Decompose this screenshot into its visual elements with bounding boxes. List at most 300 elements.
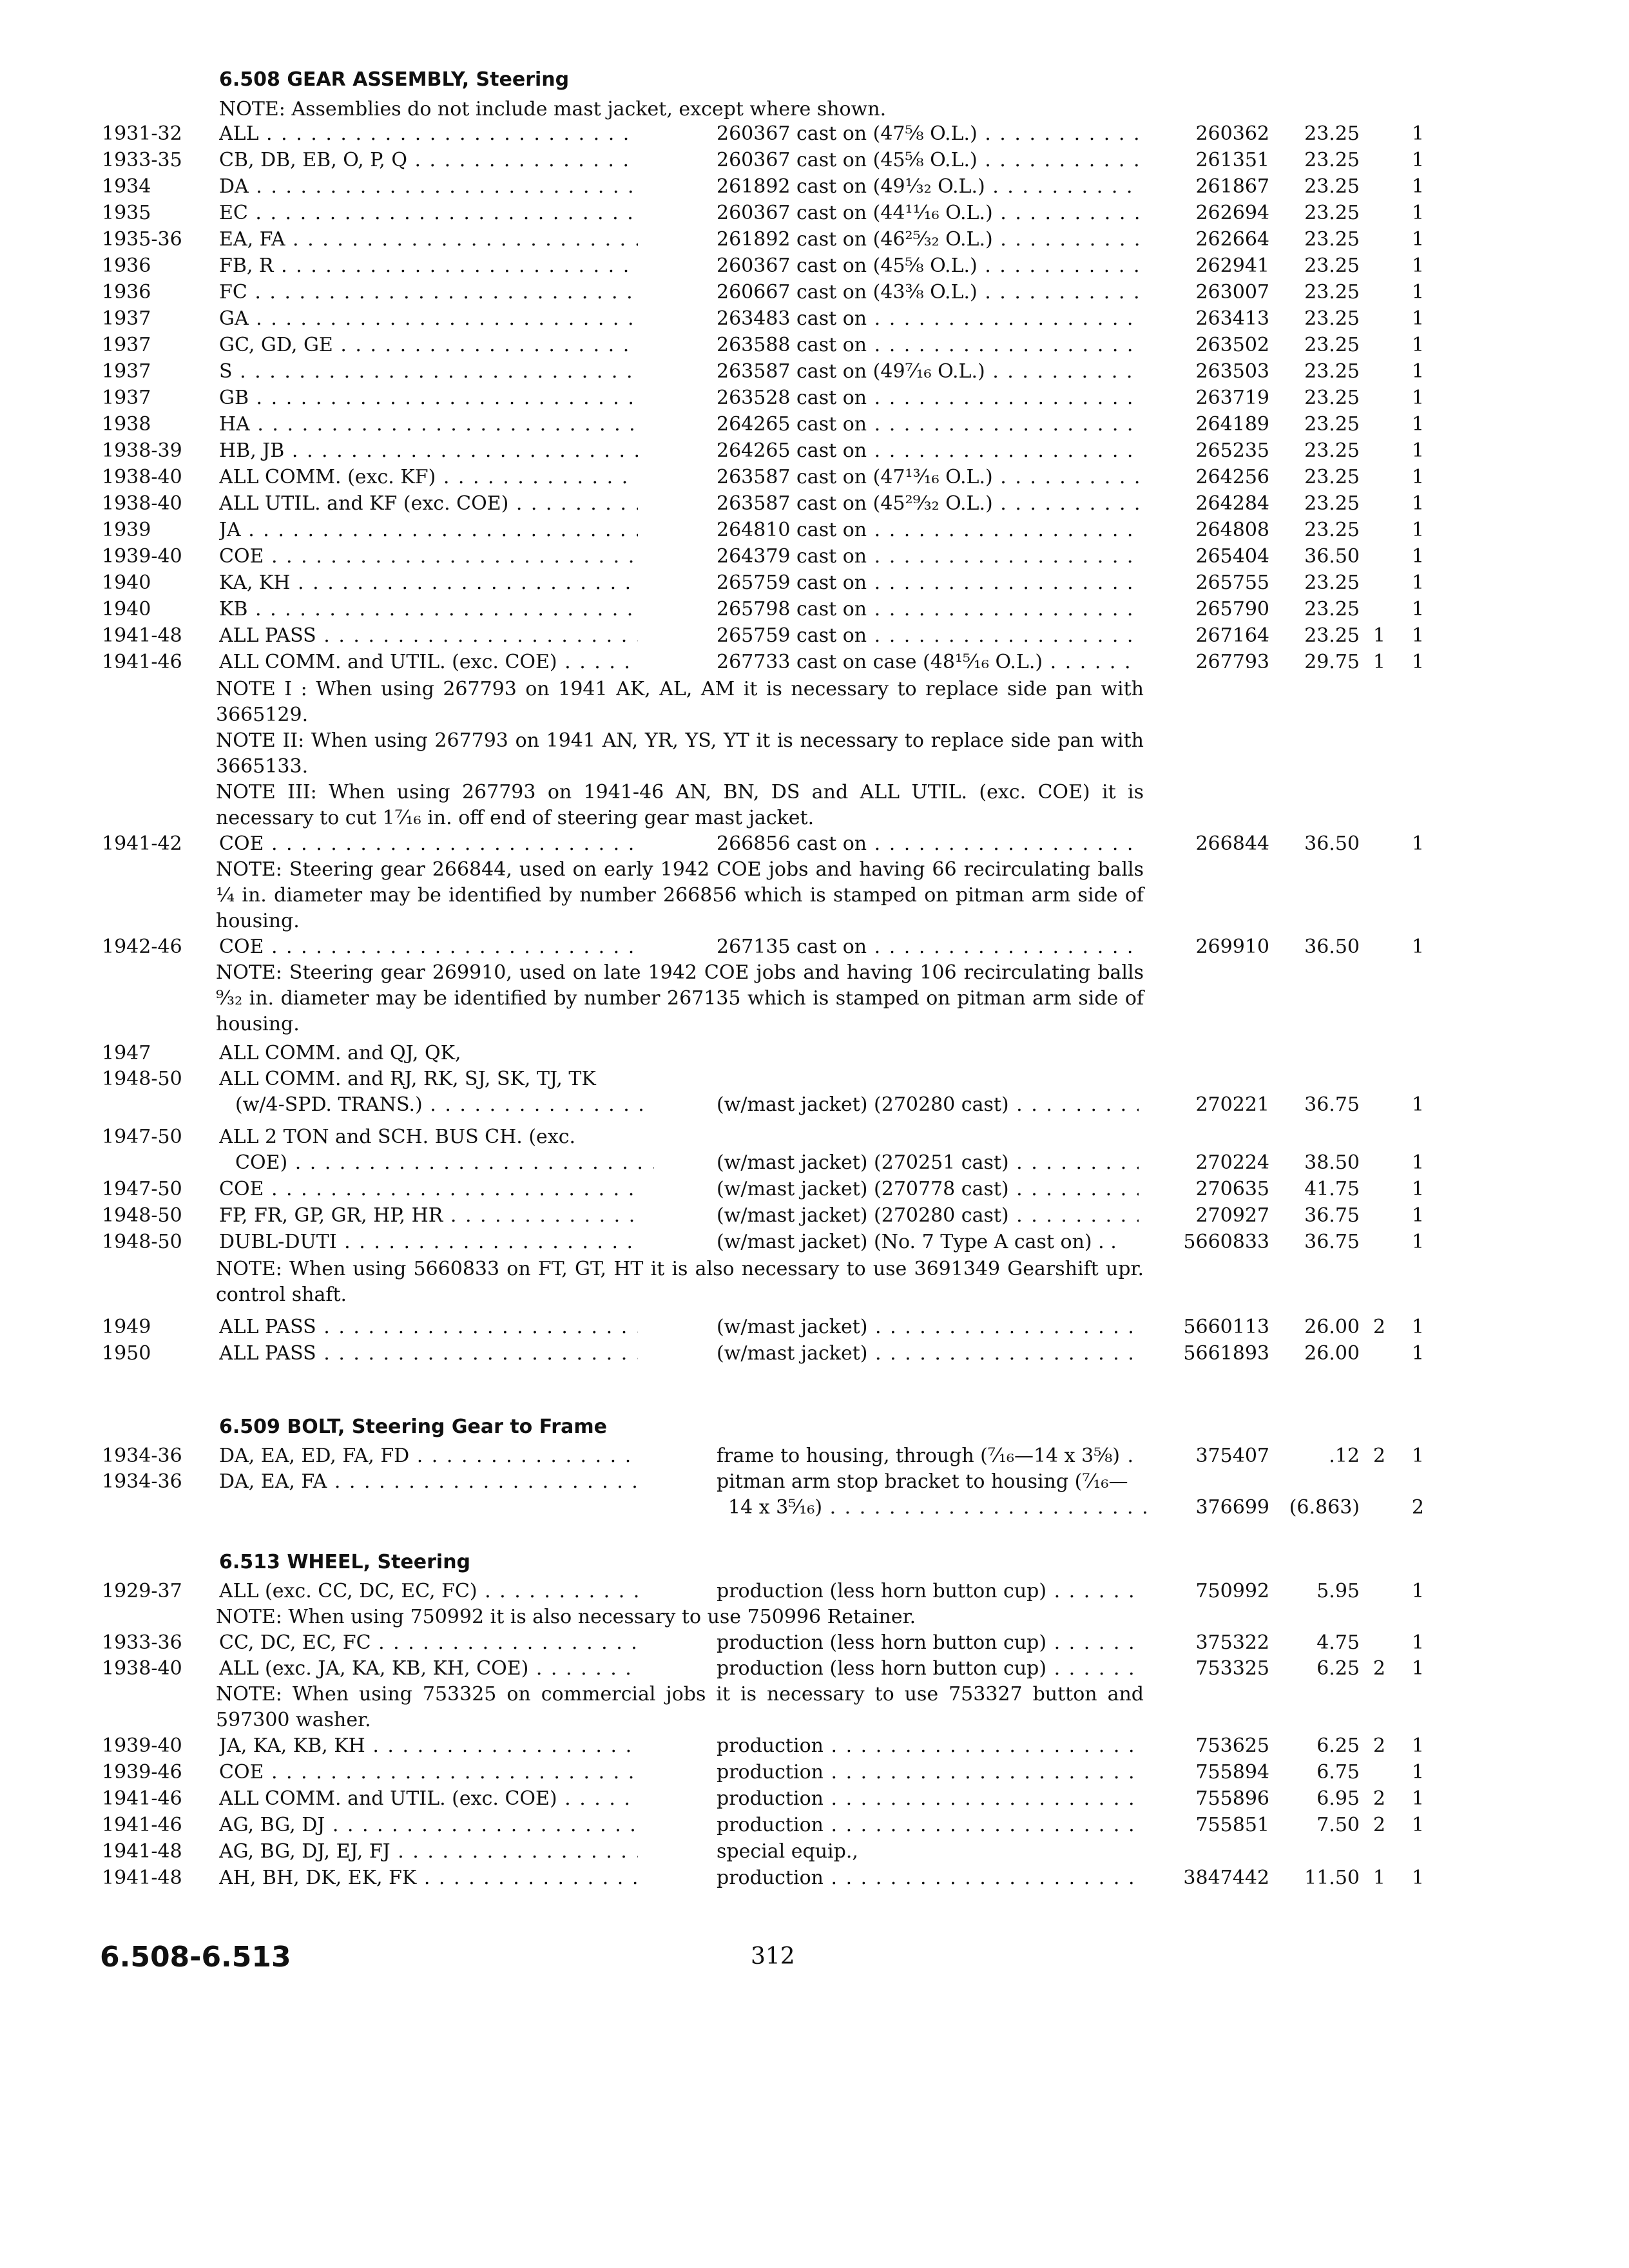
model-cell: AH, BH, DK, EK, FK . . .	[219, 1865, 638, 1891]
year-cell: 1941-46	[102, 1787, 182, 1810]
table-row	[0, 1579, 1629, 1604]
year-cell: 1935-36	[102, 228, 182, 251]
part-number-cell: 261351	[1195, 149, 1269, 171]
year-cell: 1941-42	[102, 832, 182, 855]
part-number-cell: 270221	[1195, 1093, 1269, 1116]
part-number-cell: 264284	[1195, 492, 1269, 515]
table-row	[0, 597, 1629, 622]
price-cell: 23.25	[1304, 255, 1360, 277]
quantity-cell: 1	[1411, 624, 1424, 647]
table-row	[0, 1760, 1629, 1785]
description-cell: 265798 cast on . . .	[717, 597, 1139, 622]
model-cell: EC . . .	[219, 200, 638, 226]
model-cell: FP, FR, GP, GR, HP, HR . . .	[219, 1203, 638, 1229]
table-row	[0, 1865, 1629, 1891]
year-cell: 1937	[102, 334, 151, 356]
part-number-cell: 270224	[1195, 1151, 1269, 1174]
note-line: NOTE: Steering gear 269910, used on late 1942 COE jobs and having 106 recirculating balls ⁹⁄₃₂ in. diameter may be identified by number 267135 which is stamped on pitman arm side of housing.	[216, 961, 1144, 1035]
table-row	[0, 280, 1629, 305]
description-cell: 260367 cast on (44¹¹⁄₁₆ O.L.) . . .	[717, 200, 1139, 226]
part-number-cell: 266844	[1195, 832, 1269, 855]
quantity-cell: 2	[1373, 1735, 1385, 1757]
model-cell: FC . . .	[219, 280, 638, 305]
year-cell: 1947	[102, 1042, 151, 1064]
note-line: NOTE: When using 753325 on commercial jobs it is necessary to use 753327 button and 597300 washer.	[216, 1683, 1144, 1731]
quantity-cell: 2	[1373, 1445, 1385, 1467]
description-cell: pitman arm stop bracket to housing (⁷⁄₁₆—	[717, 1470, 1128, 1493]
description-cell: production (less horn button cup) . . .	[717, 1630, 1139, 1656]
model-cell: COE . . .	[219, 544, 638, 570]
quantity-cell: 1	[1411, 307, 1424, 330]
price-cell: 23.25	[1304, 149, 1360, 171]
year-cell: 1941-46	[102, 1814, 182, 1836]
year-cell: 1934	[102, 175, 151, 198]
quantity-cell: 1	[1411, 1178, 1424, 1200]
table-row	[0, 174, 1629, 200]
description-cell: production (less horn button cup) . . .	[717, 1579, 1139, 1604]
part-number-cell: 261867	[1195, 175, 1269, 198]
table-row	[0, 1041, 1629, 1066]
description-cell: 263588 cast on . . .	[717, 332, 1139, 358]
year-cell: 1939-40	[102, 1735, 182, 1757]
model-cell: FB, R . . .	[219, 253, 638, 279]
year-cell: 1938-40	[102, 1657, 182, 1680]
year-cell: 1939	[102, 519, 151, 541]
part-number-cell: 267793	[1195, 651, 1269, 673]
price-cell: 23.25	[1304, 492, 1360, 515]
quantity-cell: 1	[1373, 624, 1385, 647]
description-cell: 264379 cast on . . .	[717, 544, 1139, 570]
price-cell: 23.25	[1304, 387, 1360, 409]
model-cell: KB . . .	[219, 597, 638, 622]
description-cell: production . . .	[717, 1865, 1139, 1891]
year-cell: 1934-36	[102, 1470, 182, 1493]
part-number-cell: 270635	[1195, 1178, 1269, 1200]
part-number-cell: 269910	[1195, 936, 1269, 958]
model-cell: ALL COMM. (exc. KF) . . .	[219, 465, 638, 490]
table-row	[0, 1150, 1629, 1176]
quantity-cell: 1	[1411, 1342, 1424, 1365]
quantity-cell: 1	[1411, 1735, 1424, 1757]
price-cell: 36.50	[1304, 936, 1360, 958]
part-number-cell: 5661893	[1183, 1342, 1269, 1365]
year-cell: 1938-40	[102, 466, 182, 488]
part-number-cell: 264808	[1195, 519, 1269, 541]
part-number-cell: 260362	[1195, 122, 1269, 145]
quantity-cell: 1	[1411, 149, 1424, 171]
description-cell: production (less horn button cup) . . .	[717, 1656, 1139, 1682]
year-cell: 1934-36	[102, 1445, 182, 1467]
note-line: NOTE: When using 5660833 on FT, GT, HT it is also necessary to use 3691349 Gearshift upr. control shaft.	[216, 1258, 1144, 1306]
year-cell: 1948-50	[102, 1231, 182, 1253]
year-cell: 1948-50	[102, 1068, 182, 1090]
price-cell: 29.75	[1304, 651, 1360, 673]
quantity-cell: 1	[1411, 492, 1424, 515]
description-cell: 263587 cast on (49⁷⁄₁₆ O.L.) . . .	[717, 359, 1139, 385]
table-row	[0, 1341, 1629, 1367]
table-row	[0, 1812, 1629, 1838]
year-cell: 1939-46	[102, 1761, 182, 1783]
price-cell: 36.75	[1304, 1093, 1360, 1116]
quantity-cell: 1	[1411, 1867, 1424, 1889]
note-line: NOTE I : When using 267793 on 1941 AK, AL, AM it is necessary to replace side pan with 3665129.	[216, 678, 1144, 726]
note-line: NOTE: When using 750992 it is also necessary to use 750996 Retainer.	[216, 1606, 916, 1628]
model-cell: ALL COMM. and UTIL. (exc. COE) . . .	[219, 649, 638, 675]
model-cell: ALL (exc. JA, KA, KB, KH, COE) . . .	[219, 1656, 638, 1682]
price-cell: 23.25	[1304, 413, 1360, 436]
model-cell: ALL PASS . . .	[219, 623, 638, 649]
section-range: 6.508-6.513	[100, 1941, 291, 1974]
quantity-cell: 1	[1411, 334, 1424, 356]
model-cell: S . . .	[219, 359, 638, 385]
price-cell: 36.50	[1304, 832, 1360, 855]
table-row	[0, 570, 1629, 596]
description-cell: (w/mast jacket) (270280 cast) . . .	[717, 1092, 1139, 1118]
quantity-cell: 1	[1373, 651, 1385, 673]
description-cell: frame to housing, through (⁷⁄₁₆—14 x 3⅝) . . .	[717, 1443, 1139, 1469]
model-cell: ALL PASS . . .	[219, 1341, 638, 1367]
quantity-cell: 1	[1411, 651, 1424, 673]
part-number-cell: 263502	[1195, 334, 1269, 356]
description-cell: 266856 cast on . . .	[717, 831, 1139, 857]
year-cell: 1941-48	[102, 624, 182, 647]
description-cell: production . . .	[717, 1733, 1139, 1759]
description-cell: 263483 cast on . . .	[717, 306, 1139, 332]
quantity-cell: 1	[1411, 255, 1424, 277]
price-cell: (6.863)	[1289, 1496, 1360, 1519]
description-cell: (w/mast jacket) (No. 7 Type A cast on) . .	[717, 1231, 1117, 1253]
quantity-cell: 1	[1411, 1204, 1424, 1227]
quantity-cell: 1	[1411, 228, 1424, 251]
table-row	[0, 1203, 1629, 1229]
note-line: NOTE III: When using 267793 on 1941-46 AN, BN, DS and ALL UTIL. (exc. COE) it is necessary to cut 1⁷⁄₁₆ in. off end of steering gear mast jacket.	[216, 781, 1144, 829]
model-cell: DUBL-DUTI . . .	[219, 1229, 638, 1255]
model-cell: HB, JB . . .	[219, 438, 638, 464]
table-row	[0, 1314, 1629, 1340]
year-cell: 1938	[102, 413, 151, 436]
part-number-cell: 376699	[1195, 1496, 1269, 1519]
quantity-cell: 1	[1411, 1787, 1424, 1810]
quantity-cell: 1	[1411, 122, 1424, 145]
price-cell: 26.00	[1304, 1342, 1360, 1365]
part-number-cell: 263719	[1195, 387, 1269, 409]
quantity-cell: 2	[1373, 1316, 1385, 1338]
price-cell: 6.25	[1316, 1735, 1360, 1757]
quantity-cell: 1	[1411, 519, 1424, 541]
price-cell: 23.25	[1304, 598, 1360, 620]
year-cell: 1941-46	[102, 651, 182, 673]
quantity-cell: 1	[1411, 572, 1424, 594]
description-cell: 260667 cast on (43⅜ O.L.) . . .	[717, 280, 1139, 305]
table-row	[0, 1495, 1629, 1521]
quantity-cell: 1	[1373, 1867, 1385, 1889]
price-cell: 26.00	[1304, 1316, 1360, 1338]
part-number-cell: 265404	[1195, 545, 1269, 568]
model-cell: HA . . .	[219, 412, 638, 437]
year-cell: 1947-50	[102, 1126, 182, 1148]
quantity-cell: 2	[1411, 1496, 1424, 1519]
model-cell: EA, FA . . .	[219, 227, 638, 253]
section-title: 6.513 WHEEL, Steering	[219, 1551, 471, 1573]
model-cell: ALL COMM. and UTIL. (exc. COE) . . .	[219, 1786, 638, 1812]
price-cell: 4.75	[1316, 1631, 1360, 1654]
quantity-cell: 1	[1411, 545, 1424, 568]
model-cell: AG, BG, DJ, EJ, FJ . . .	[219, 1839, 638, 1865]
price-cell: 23.25	[1304, 360, 1360, 383]
description-cell: (w/mast jacket) . . .	[717, 1341, 1139, 1367]
price-cell: 38.50	[1304, 1151, 1360, 1174]
part-number-cell: 755894	[1195, 1761, 1269, 1783]
description-cell: special equip.,	[717, 1840, 858, 1863]
table-row	[0, 491, 1629, 517]
quantity-cell: 1	[1411, 413, 1424, 436]
price-cell: .12	[1329, 1445, 1360, 1467]
quantity-cell: 1	[1411, 1316, 1424, 1338]
quantity-cell: 1	[1411, 1761, 1424, 1783]
year-cell: 1933-35	[102, 149, 182, 171]
table-row	[0, 200, 1629, 226]
part-number-cell: 264189	[1195, 413, 1269, 436]
quantity-cell: 1	[1411, 281, 1424, 303]
year-cell: 1937	[102, 387, 151, 409]
model-cell: CC, DC, EC, FC . . .	[219, 1630, 638, 1656]
price-cell: 11.50	[1304, 1867, 1360, 1889]
table-row	[0, 438, 1629, 464]
part-number-cell: 755851	[1195, 1814, 1269, 1836]
table-row	[0, 253, 1629, 279]
model-cell: COE . . .	[219, 1760, 638, 1785]
section-note: NOTE: Assemblies do not include mast jacket, except where shown.	[219, 98, 887, 120]
model-cell: CB, DB, EB, O, P, Q . . .	[219, 148, 638, 173]
part-number-cell: 750992	[1195, 1580, 1269, 1602]
model-cell: AG, BG, DJ . . .	[219, 1812, 638, 1838]
section-title: 6.509 BOLT, Steering Gear to Frame	[219, 1416, 607, 1438]
year-cell: 1949	[102, 1316, 151, 1338]
quantity-cell: 1	[1411, 1445, 1424, 1467]
quantity-cell: 1	[1411, 387, 1424, 409]
part-number-cell: 753625	[1195, 1735, 1269, 1757]
description-cell: 264265 cast on . . .	[717, 412, 1139, 437]
table-row	[0, 1469, 1629, 1495]
table-row	[0, 1443, 1629, 1469]
quantity-cell: 1	[1411, 175, 1424, 198]
model-cell: JA . . .	[219, 517, 638, 543]
quantity-cell: 2	[1373, 1657, 1385, 1680]
table-row	[0, 1656, 1629, 1682]
table-row	[0, 1066, 1629, 1092]
quantity-cell: 1	[1411, 1631, 1424, 1654]
description-cell: 267135 cast on . . .	[717, 934, 1139, 960]
table-row	[0, 385, 1629, 411]
page-number: 312	[751, 1943, 795, 1970]
table-row	[0, 1124, 1629, 1150]
part-number-cell: 263413	[1195, 307, 1269, 330]
quantity-cell: 1	[1411, 202, 1424, 224]
quantity-cell: 1	[1411, 1093, 1424, 1116]
year-cell: 1950	[102, 1342, 151, 1365]
table-row	[0, 332, 1629, 358]
model-cell: (w/4-SPD. TRANS.) . . .	[235, 1092, 654, 1118]
quantity-cell: 2	[1373, 1787, 1385, 1810]
model-cell: DA, EA, ED, FA, FD . . .	[219, 1443, 638, 1469]
model-cell: GA . . .	[219, 306, 638, 332]
table-row	[0, 227, 1629, 253]
year-cell: 1940	[102, 572, 151, 594]
description-cell: 263587 cast on (45²⁹⁄₃₂ O.L.) . . .	[717, 491, 1139, 517]
part-number-cell: 265755	[1195, 572, 1269, 594]
description-cell: 265759 cast on . . .	[717, 570, 1139, 596]
model-cell: JA, KA, KB, KH . . .	[219, 1733, 638, 1759]
year-cell: 1941-48	[102, 1840, 182, 1863]
table-row	[0, 623, 1629, 649]
table-row	[0, 1786, 1629, 1812]
price-cell: 6.95	[1316, 1787, 1360, 1810]
part-number-cell: 755896	[1195, 1787, 1269, 1810]
model-cell: COE . . .	[219, 934, 638, 960]
quantity-cell: 1	[1411, 1231, 1424, 1253]
description-cell: production . . .	[717, 1812, 1139, 1838]
model-cell: ALL COMM. and QJ, QK,	[219, 1042, 461, 1064]
part-number-cell: 265235	[1195, 439, 1269, 462]
quantity-cell: 1	[1411, 1580, 1424, 1602]
part-number-cell: 264256	[1195, 466, 1269, 488]
year-cell: 1936	[102, 281, 151, 303]
model-cell: ALL (exc. CC, DC, EC, FC) . . .	[219, 1579, 638, 1604]
price-cell: 23.25	[1304, 466, 1360, 488]
table-row	[0, 148, 1629, 173]
quantity-cell: 1	[1411, 598, 1424, 620]
table-row	[0, 1092, 1629, 1118]
price-cell: 23.25	[1304, 175, 1360, 198]
description-cell: production . . .	[717, 1786, 1139, 1812]
table-row	[0, 1839, 1629, 1865]
price-cell: 7.50	[1316, 1814, 1360, 1836]
part-number-cell: 262664	[1195, 228, 1269, 251]
model-cell: COE . . .	[219, 831, 638, 857]
part-number-cell: 263503	[1195, 360, 1269, 383]
description-cell: 260367 cast on (47⅝ O.L.) . . .	[717, 121, 1139, 147]
year-cell: 1947-50	[102, 1178, 182, 1200]
model-cell: GC, GD, GE . . .	[219, 332, 638, 358]
model-cell: ALL UTIL. and KF (exc. COE) . . .	[219, 491, 638, 517]
price-cell: 23.25	[1304, 281, 1360, 303]
price-cell: 23.25	[1304, 572, 1360, 594]
model-cell: COE) . . .	[235, 1150, 654, 1176]
description-cell: (w/mast jacket) (270280 cast) . . .	[717, 1203, 1139, 1229]
model-cell: KA, KH . . .	[219, 570, 638, 596]
description-cell: 264265 cast on . . .	[717, 438, 1139, 464]
year-cell: 1937	[102, 307, 151, 330]
table-row	[0, 359, 1629, 385]
price-cell: 23.25	[1304, 439, 1360, 462]
description-cell: production . . .	[717, 1760, 1139, 1785]
part-number-cell: 263007	[1195, 281, 1269, 303]
quantity-cell: 1	[1411, 1814, 1424, 1836]
description-cell: 264810 cast on . . .	[717, 517, 1139, 543]
part-number-cell: 5660113	[1183, 1316, 1269, 1338]
description-cell: 263587 cast on (47¹³⁄₁₆ O.L.) . . .	[717, 465, 1139, 490]
price-cell: 6.25	[1316, 1657, 1360, 1680]
year-cell: 1938-39	[102, 439, 182, 462]
price-cell: 5.95	[1316, 1580, 1360, 1602]
part-number-cell: 262694	[1195, 202, 1269, 224]
part-number-cell: 375322	[1195, 1631, 1269, 1654]
description-cell: 265759 cast on . . .	[717, 623, 1139, 649]
table-row	[0, 412, 1629, 437]
part-number-cell: 5660833	[1183, 1231, 1269, 1253]
year-cell: 1931-32	[102, 122, 182, 145]
price-cell: 23.25	[1304, 519, 1360, 541]
note-line: NOTE: Steering gear 266844, used on early 1942 COE jobs and having 66 recirculating balls ¼ in. diameter may be identified by number 266856 which is stamped on pitman arm side of housing.	[216, 858, 1144, 932]
year-cell: 1942-46	[102, 936, 182, 958]
year-cell: 1941-48	[102, 1867, 182, 1889]
table-row	[0, 1733, 1629, 1759]
table-row	[0, 544, 1629, 570]
table-row	[0, 306, 1629, 332]
price-cell: 23.25	[1304, 624, 1360, 647]
description-cell: (w/mast jacket) (270251 cast) . . .	[717, 1150, 1139, 1176]
description-cell: 260367 cast on (45⅝ O.L.) . . .	[717, 253, 1139, 279]
description-cell: (w/mast jacket) (270778 cast) . . .	[717, 1177, 1139, 1202]
model-cell: GB . . .	[219, 385, 638, 411]
price-cell: 23.25	[1304, 334, 1360, 356]
description-cell: 261892 cast on (49¹⁄₃₂ O.L.) . . .	[717, 174, 1139, 200]
year-cell: 1948-50	[102, 1204, 182, 1227]
year-cell: 1939-40	[102, 545, 182, 568]
year-cell: 1935	[102, 202, 151, 224]
model-cell: DA . . .	[219, 174, 638, 200]
note-line: NOTE II: When using 267793 on 1941 AN, YR, YS, YT it is necessary to replace side pan with 3665133.	[216, 729, 1144, 778]
year-cell: 1938-40	[102, 492, 182, 515]
quantity-cell: 2	[1373, 1814, 1385, 1836]
price-cell: 23.25	[1304, 122, 1360, 145]
year-cell: 1929-37	[102, 1580, 182, 1602]
model-cell: DA, EA, FA . . .	[219, 1469, 638, 1495]
section-title: 6.508 GEAR ASSEMBLY, Steering	[219, 68, 570, 91]
part-number-cell: 267164	[1195, 624, 1269, 647]
table-row	[0, 1229, 1629, 1255]
table-row	[0, 934, 1629, 960]
part-number-cell: 265790	[1195, 598, 1269, 620]
part-number-cell: 262941	[1195, 255, 1269, 277]
price-cell: 23.25	[1304, 202, 1360, 224]
description-cell: 267733 cast on case (48¹⁵⁄₁₆ O.L.) . . .	[717, 649, 1139, 675]
model-cell: ALL 2 TON and SCH. BUS CH. (exc.	[219, 1126, 576, 1148]
description-cell: 14 x 3⁵⁄₁₆) . . .	[728, 1495, 1150, 1521]
price-cell: 36.75	[1304, 1231, 1360, 1253]
part-number-cell: 753325	[1195, 1657, 1269, 1680]
table-row	[0, 1630, 1629, 1656]
table-row	[0, 465, 1629, 490]
table-row	[0, 831, 1629, 857]
quantity-cell: 1	[1411, 1151, 1424, 1174]
price-cell: 23.25	[1304, 228, 1360, 251]
table-row	[0, 1177, 1629, 1202]
quantity-cell: 1	[1411, 360, 1424, 383]
quantity-cell: 1	[1411, 936, 1424, 958]
description-cell: 263528 cast on . . .	[717, 385, 1139, 411]
description-cell: (w/mast jacket) . . .	[717, 1314, 1139, 1340]
model-cell: ALL PASS . . .	[219, 1314, 638, 1340]
description-cell: 261892 cast on (46²⁵⁄₃₂ O.L.) . . .	[717, 227, 1139, 253]
price-cell: 23.25	[1304, 307, 1360, 330]
quantity-cell: 1	[1411, 439, 1424, 462]
price-cell: 36.75	[1304, 1204, 1360, 1227]
year-cell: 1933-36	[102, 1631, 182, 1654]
model-cell: ALL COMM. and RJ, RK, SJ, SK, TJ, TK	[219, 1068, 596, 1090]
part-number-cell: 270927	[1195, 1204, 1269, 1227]
table-row	[0, 517, 1629, 543]
